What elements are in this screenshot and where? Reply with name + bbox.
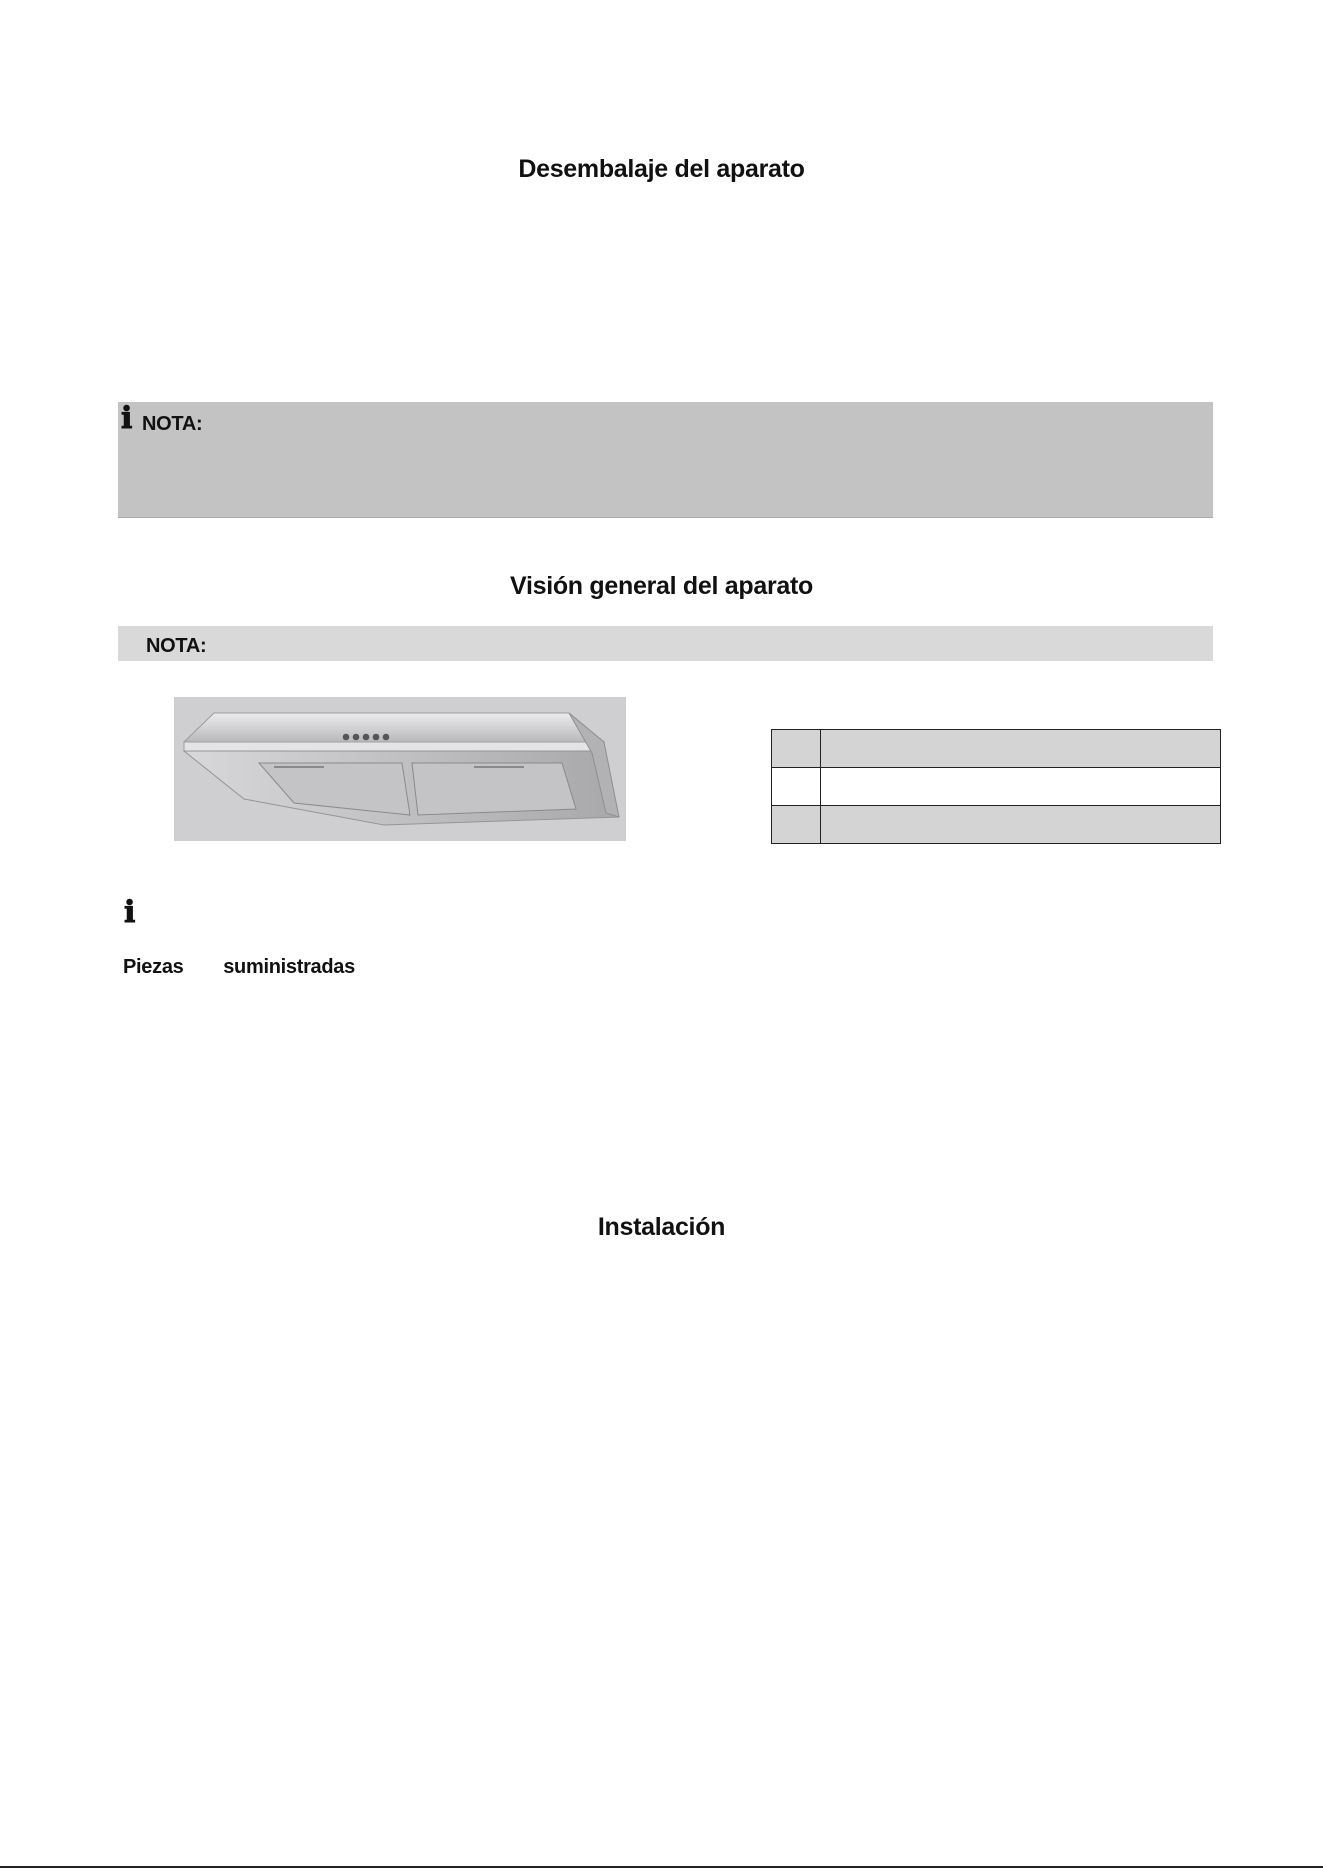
heading-unpacking: Desembalaje del aparato [518,155,805,183]
table-cell-number [772,806,821,844]
table-row [772,730,1221,768]
info-icon: ℹ [124,895,136,930]
table-row [772,768,1221,806]
parts-supplied-label: Piezas suministradas [123,956,355,978]
range-hood-image [174,697,626,841]
table-cell-description [821,806,1221,844]
range-hood-drawing [174,697,626,841]
table-cell-description [821,730,1221,768]
note-box [118,402,1213,518]
table-cell-number [772,730,821,768]
table-cell-number [772,768,821,806]
parts-table [771,729,1221,844]
footer-divider [0,1866,1323,1868]
note-label-small: NOTA: [146,635,207,657]
note-box-small [118,626,1213,661]
note-label: NOTA: [142,413,203,435]
table-cell-description [821,768,1221,806]
info-icon: ℹ [121,401,133,436]
heading-installation: Instalación [597,1213,726,1241]
heading-overview: Visión general del aparato [510,572,813,600]
table-row [772,806,1221,844]
